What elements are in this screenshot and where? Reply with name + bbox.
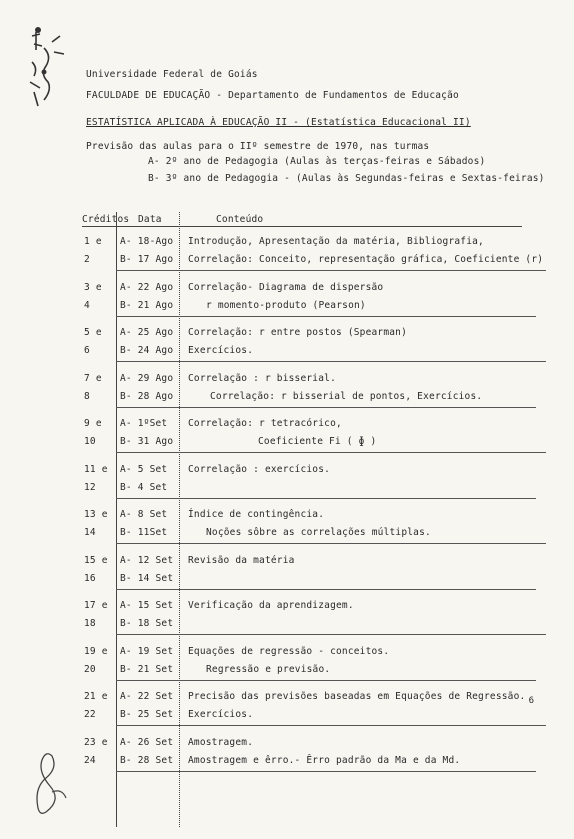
faculty-line: FACULDADE DE EDUCAÇÃO - Departamento de Fundamentos de Educação xyxy=(86,90,459,101)
date-class-a: A- 29 Ago xyxy=(120,373,174,384)
content-second-line: Correlação: r bisserial de pontos, Exercícios. xyxy=(210,391,483,402)
date-class-a: A- 1ºSet xyxy=(120,418,168,429)
credits-first: 11 e xyxy=(84,464,108,475)
credits-second: 24 xyxy=(84,755,96,766)
content-second-line: Exercícios. xyxy=(188,709,254,720)
content-first-line: Correlação: r entre postos (Spearman) xyxy=(188,327,408,338)
row-separator xyxy=(116,589,536,590)
content-second-line: Exercícios. xyxy=(188,345,254,356)
date-class-a: A- 26 Set xyxy=(120,737,174,748)
university-crest-icon xyxy=(22,22,70,112)
credits-second: 12 xyxy=(84,482,96,493)
content-first-line: Amostragem. xyxy=(188,737,254,748)
date-class-a: A- 5 Set xyxy=(120,464,168,475)
row-separator xyxy=(116,452,546,453)
credits-first: 15 e xyxy=(84,555,108,566)
row-separator xyxy=(116,498,536,499)
date-class-a: A- 19 Set xyxy=(120,646,174,657)
page-mark: 6 xyxy=(528,696,534,706)
row-separator xyxy=(116,361,546,362)
credits-divider xyxy=(116,212,117,827)
date-class-b: B- 18 Set xyxy=(120,618,174,629)
credits-second: 2 xyxy=(84,254,90,265)
credits-second: 16 xyxy=(84,573,96,584)
row-separator xyxy=(116,543,546,544)
handwritten-signature-icon xyxy=(32,748,76,818)
header-rule xyxy=(82,226,522,227)
content-second-line: Regressão e previsão. xyxy=(206,664,331,675)
credits-second: 4 xyxy=(84,300,90,311)
date-class-a: A- 25 Ago xyxy=(120,327,174,338)
date-class-b: B- 14 Set xyxy=(120,573,174,584)
credits-first: 5 e xyxy=(84,327,102,338)
credits-first: 9 e xyxy=(84,418,102,429)
date-class-b: B- 21 Ago xyxy=(120,300,174,311)
content-first-line: Correlação: r tetracórico, xyxy=(188,418,342,429)
date-class-b: B- 28 Set xyxy=(120,755,174,766)
content-first-line: Introdução, Apresentação da matéria, Bibliografia, xyxy=(188,236,484,247)
row-separator xyxy=(116,725,546,726)
credits-first: 7 e xyxy=(84,373,102,384)
date-class-a: A- 8 Set xyxy=(120,509,168,520)
content-second-line: Amostragem e êrro.- Êrro padrão da Ma e da Md. xyxy=(188,755,461,766)
date-class-a: A- 15 Set xyxy=(120,600,174,611)
credits-second: 14 xyxy=(84,527,96,538)
credits-second: 18 xyxy=(84,618,96,629)
content-first-line: Equações de regressão - conceitos. xyxy=(188,646,390,657)
date-class-a: A- 12 Set xyxy=(120,555,174,566)
university-name: Universidade Federal de Goiás xyxy=(86,69,258,80)
credits-first: 13 e xyxy=(84,509,108,520)
class-a-line: A- 2º ano de Pedagogia (Aulas às terças-feiras e Sábados) xyxy=(148,156,486,167)
content-first-line: Correlação : r bisserial. xyxy=(188,373,336,384)
date-divider xyxy=(179,212,180,827)
content-first-line: Correlação- Diagrama de dispersão xyxy=(188,282,384,293)
credits-first: 1 e xyxy=(84,236,102,247)
row-separator xyxy=(116,316,536,317)
credits-first: 23 e xyxy=(84,737,108,748)
credits-second: 8 xyxy=(84,391,90,402)
date-class-b: B- 21 Set xyxy=(120,664,174,675)
date-class-b: B- 4 Set xyxy=(120,482,168,493)
row-separator xyxy=(116,680,536,681)
credits-second: 10 xyxy=(84,436,96,447)
content-second-line: Noções sôbre as correlações múltiplas. xyxy=(206,527,431,538)
content-second-line: r momento-produto (Pearson) xyxy=(206,300,366,311)
row-separator xyxy=(116,270,546,271)
credits-second: 6 xyxy=(84,345,90,356)
date-class-a: A- 22 Ago xyxy=(120,282,174,293)
course-title: ESTATÍSTICA APLICADA À EDUCAÇÃO II - (Estatística Educacional II) xyxy=(86,117,471,128)
content-first-line: Revisão da matéria xyxy=(188,555,295,566)
class-b-line: B- 3º ano de Pedagogia - (Aulas às Segundas-feiras e Sextas-feiras) xyxy=(148,173,545,184)
row-separator xyxy=(116,634,546,635)
row-separator xyxy=(116,771,536,772)
content-first-line: Índice de contingência. xyxy=(188,509,325,520)
date-class-b: B- 28 Ago xyxy=(120,391,174,402)
col-header-credits: Créditos xyxy=(82,214,130,225)
credits-first: 3 e xyxy=(84,282,102,293)
credits-first: 17 e xyxy=(84,600,108,611)
content-first-line: Correlação : exercícios. xyxy=(188,464,331,475)
schedule-line: Previsão das aulas para o IIº semestre de 1970, nas turmas xyxy=(86,141,430,152)
date-class-b: B- 17 Ago xyxy=(120,254,174,265)
credits-second: 20 xyxy=(84,664,96,675)
credits-first: 19 e xyxy=(84,646,108,657)
credits-second: 22 xyxy=(84,709,96,720)
content-second-line: Correlação: Conceito, representação gráfica, Coeficiente (r) xyxy=(188,254,544,265)
content-first-line: Verificação da aprendizagem. xyxy=(188,600,354,611)
date-class-a: A- 18-Ago xyxy=(120,236,174,247)
date-class-a: A- 22 Set xyxy=(120,691,174,702)
content-first-line: Precisão das previsões baseadas em Equações de Regressão. xyxy=(188,691,526,702)
col-header-date: Data xyxy=(138,214,162,225)
date-class-b: B- 25 Set xyxy=(120,709,174,720)
date-class-b: B- 24 Ago xyxy=(120,345,174,356)
row-separator xyxy=(116,407,536,408)
content-second-line: Coeficiente Fi ( ɸ ) xyxy=(258,436,377,447)
col-header-content: Conteúdo xyxy=(216,214,264,225)
date-class-b: B- 11Set xyxy=(120,527,168,538)
date-class-b: B- 31 Ago xyxy=(120,436,174,447)
credits-first: 21 e xyxy=(84,691,108,702)
